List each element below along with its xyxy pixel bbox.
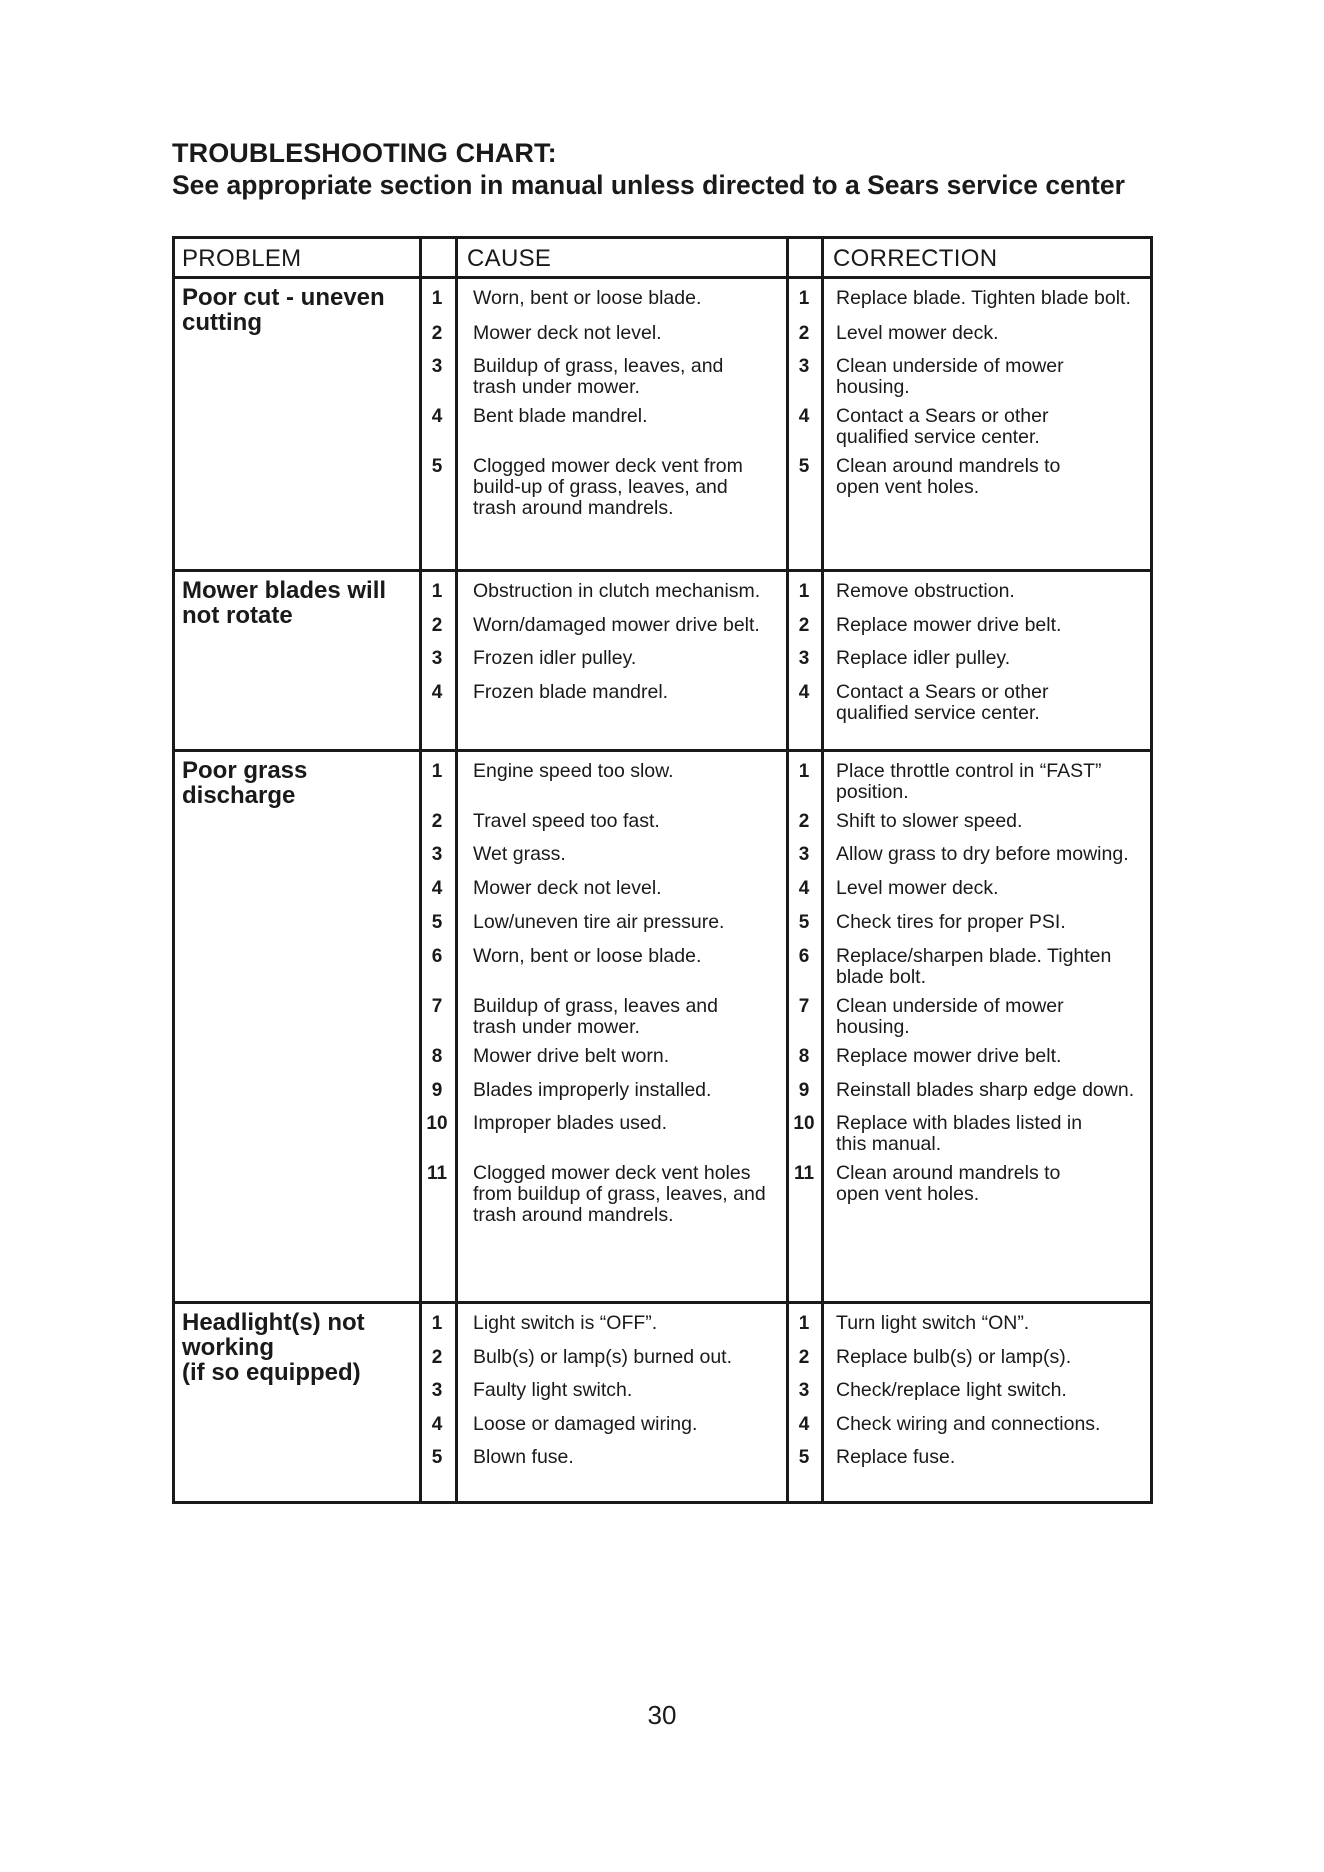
correction-text: Replace/sharpen blade. Tighten blade bolt. xyxy=(836,945,1112,988)
cause-number: 1 xyxy=(431,1313,443,1334)
correction-text: Replace mower drive belt. xyxy=(836,1045,1062,1067)
correction-number: 1 xyxy=(798,761,810,782)
cause-number: 3 xyxy=(431,844,443,865)
cause-text: Worn, bent or loose blade. xyxy=(473,287,702,309)
correction-text: Level mower deck. xyxy=(836,322,999,344)
correction-text: Check tires for proper PSI. xyxy=(836,911,1066,933)
correction-text: Reinstall blades sharp edge down. xyxy=(836,1079,1135,1101)
cause-text: Low/uneven tire air pressure. xyxy=(473,911,725,933)
cause-text: Clogged mower deck vent holes from buildup of grass, leaves, and trash around mandrels. xyxy=(473,1162,766,1226)
correction-number: 11 xyxy=(793,1163,815,1184)
header-correction: CORRECTION xyxy=(833,245,998,272)
cause-text: Bent blade mandrel. xyxy=(473,405,648,427)
column-divider xyxy=(821,239,824,1501)
cause-number: 3 xyxy=(431,356,443,377)
correction-number: 10 xyxy=(793,1113,815,1134)
correction-number: 1 xyxy=(798,288,810,309)
correction-text: Replace bulb(s) or lamp(s). xyxy=(836,1346,1072,1368)
correction-number: 9 xyxy=(798,1080,810,1101)
problem-label: Headlight(s) not working (if so equipped) xyxy=(182,1309,365,1386)
correction-text: Check/replace light switch. xyxy=(836,1379,1067,1401)
correction-number: 5 xyxy=(798,912,810,933)
correction-number: 2 xyxy=(798,811,810,832)
cause-number: 10 xyxy=(426,1113,448,1134)
correction-number: 1 xyxy=(798,1313,810,1334)
correction-text: Clean around mandrels to open vent holes. xyxy=(836,1162,1061,1205)
correction-text: Level mower deck. xyxy=(836,877,999,899)
problem-label: Mower blades will not rotate xyxy=(182,577,387,629)
correction-number: 5 xyxy=(798,1447,810,1468)
correction-text: Check wiring and connections. xyxy=(836,1413,1101,1435)
correction-text: Replace blade. Tighten blade bolt. xyxy=(836,287,1131,309)
cause-text: Worn, bent or loose blade. xyxy=(473,945,702,967)
correction-number: 5 xyxy=(798,456,810,477)
correction-number: 8 xyxy=(798,1046,810,1067)
cause-text: Buildup of grass, leaves, and trash under mower. xyxy=(473,355,724,398)
cause-number: 5 xyxy=(431,456,443,477)
cause-number: 9 xyxy=(431,1080,443,1101)
section-divider xyxy=(175,569,1150,572)
cause-number: 1 xyxy=(431,288,443,309)
cause-text: Obstruction in clutch mechanism. xyxy=(473,580,761,602)
correction-number: 4 xyxy=(798,878,810,899)
cause-number: 7 xyxy=(431,996,443,1017)
cause-number: 4 xyxy=(431,682,443,703)
cause-number: 6 xyxy=(431,946,443,967)
correction-number: 2 xyxy=(798,323,810,344)
cause-number: 2 xyxy=(431,811,443,832)
cause-text: Wet grass. xyxy=(473,843,566,865)
cause-text: Worn/damaged mower drive belt. xyxy=(473,614,760,636)
correction-number: 3 xyxy=(798,648,810,669)
correction-number: 3 xyxy=(798,844,810,865)
cause-text: Frozen idler pulley. xyxy=(473,647,637,669)
correction-text: Replace mower drive belt. xyxy=(836,614,1062,636)
correction-number: 6 xyxy=(798,946,810,967)
column-divider xyxy=(455,239,458,1501)
cause-text: Mower deck not level. xyxy=(473,322,662,344)
header-cause: CAUSE xyxy=(467,245,552,272)
correction-number: 4 xyxy=(798,1414,810,1435)
cause-number: 4 xyxy=(431,878,443,899)
correction-text: Allow grass to dry before mowing. xyxy=(836,843,1129,865)
cause-number: 5 xyxy=(431,1447,443,1468)
cause-number: 2 xyxy=(431,615,443,636)
section-divider xyxy=(175,1301,1150,1304)
cause-text: Blades improperly installed. xyxy=(473,1079,712,1101)
correction-number: 1 xyxy=(798,581,810,602)
correction-text: Shift to slower speed. xyxy=(836,810,1023,832)
cause-number: 5 xyxy=(431,912,443,933)
cause-text: Faulty light switch. xyxy=(473,1379,633,1401)
cause-number: 1 xyxy=(431,581,443,602)
cause-text: Engine speed too slow. xyxy=(473,760,674,782)
problem-label: Poor grass discharge xyxy=(182,757,308,809)
correction-number: 2 xyxy=(798,1347,810,1368)
correction-text: Contact a Sears or other qualified service center. xyxy=(836,681,1049,724)
correction-text: Remove obstruction. xyxy=(836,580,1015,602)
cause-text: Mower drive belt worn. xyxy=(473,1045,670,1067)
cause-text: Light switch is “OFF”. xyxy=(473,1312,658,1334)
correction-text: Clean underside of mower housing. xyxy=(836,995,1064,1038)
correction-number: 7 xyxy=(798,996,810,1017)
correction-text: Replace idler pulley. xyxy=(836,647,1011,669)
correction-text: Place throttle control in “FAST” position. xyxy=(836,760,1102,803)
cause-number: 2 xyxy=(431,323,443,344)
page-number: 30 xyxy=(647,1700,677,1730)
correction-number: 4 xyxy=(798,682,810,703)
cause-text: Buildup of grass, leaves and trash under mower. xyxy=(473,995,718,1038)
cause-text: Bulb(s) or lamp(s) burned out. xyxy=(473,1346,733,1368)
correction-text: Clean around mandrels to open vent holes. xyxy=(836,455,1061,498)
cause-text: Frozen blade mandrel. xyxy=(473,681,669,703)
correction-number: 4 xyxy=(798,406,810,427)
troubleshooting-table xyxy=(172,236,1153,1504)
correction-number: 3 xyxy=(798,356,810,377)
header-problem: PROBLEM xyxy=(182,245,302,272)
correction-text: Clean underside of mower housing. xyxy=(836,355,1064,398)
cause-text: Blown fuse. xyxy=(473,1446,574,1468)
cause-text: Improper blades used. xyxy=(473,1112,668,1134)
table-header xyxy=(175,239,1150,279)
correction-text: Replace fuse. xyxy=(836,1446,956,1468)
cause-text: Clogged mower deck vent from build-up of grass, leaves, and trash around mandrels. xyxy=(473,455,743,519)
column-divider xyxy=(419,239,422,1501)
correction-number: 3 xyxy=(798,1380,810,1401)
cause-number: 1 xyxy=(431,761,443,782)
cause-number: 4 xyxy=(431,1414,443,1435)
correction-text: Replace with blades listed in this manual. xyxy=(836,1112,1083,1155)
cause-number: 3 xyxy=(431,1380,443,1401)
cause-number: 11 xyxy=(426,1163,448,1184)
problem-label: Poor cut - uneven cutting xyxy=(182,284,385,336)
correction-text: Contact a Sears or other qualified service center. xyxy=(836,405,1049,448)
cause-number: 3 xyxy=(431,648,443,669)
correction-number: 2 xyxy=(798,615,810,636)
chart-heading xyxy=(172,137,1192,202)
column-divider xyxy=(786,239,789,1501)
cause-text: Loose or damaged wiring. xyxy=(473,1413,698,1435)
chart-title: TROUBLESHOOTING CHART: xyxy=(172,138,557,168)
cause-text: Mower deck not level. xyxy=(473,877,662,899)
correction-text: Turn light switch “ON”. xyxy=(836,1312,1030,1334)
cause-number: 2 xyxy=(431,1347,443,1368)
cause-text: Travel speed too fast. xyxy=(473,810,660,832)
cause-number: 4 xyxy=(431,406,443,427)
cause-number: 8 xyxy=(431,1046,443,1067)
section-divider xyxy=(175,749,1150,752)
chart-subtitle: See appropriate section in manual unless directed to a Sears service center xyxy=(172,170,1125,200)
